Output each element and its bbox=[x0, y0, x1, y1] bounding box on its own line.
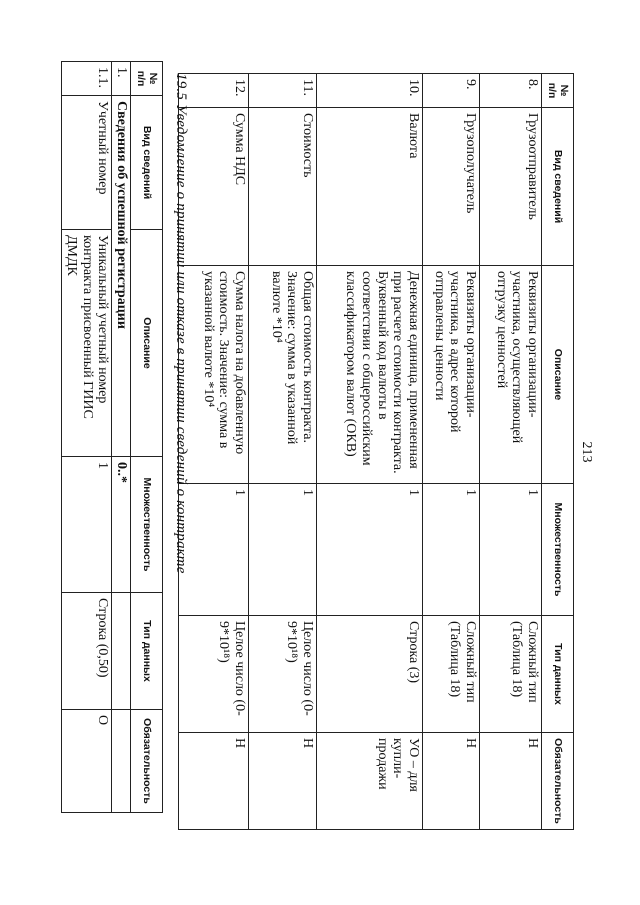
row-description: Уникальный учетный номер контракта присвоенный ГИИС ДМДК bbox=[62, 230, 112, 457]
section-caption: 19.5 Уведомление о принятии или отказе в принятии сведений о контракте bbox=[173, 73, 189, 574]
header-kind: Вид сведений bbox=[542, 108, 574, 266]
section-row bbox=[112, 62, 131, 813]
row-data-type: Сложный тип (Таблица 18) bbox=[423, 616, 480, 733]
row-data-type: Целое число (0-9*10¹⁸) bbox=[179, 616, 249, 733]
section-required bbox=[112, 710, 131, 813]
table-row bbox=[179, 74, 249, 830]
row-num: 1.1. bbox=[62, 62, 112, 96]
row-required: Н bbox=[423, 733, 480, 830]
header-num: № п/п bbox=[542, 74, 574, 108]
section-multiplicity: 0..* bbox=[112, 457, 131, 593]
row-data-type: Строка (0,50) bbox=[62, 593, 112, 710]
row-num: 12. bbox=[179, 74, 249, 108]
row-kind: Сумма НДС bbox=[179, 108, 249, 266]
row-required: Н bbox=[249, 733, 317, 830]
row-description: Денежная единица, примененная при расчете стоимости контракта. Буквенный код валюты в соответствии с общероссийским классификатором валют (ОКВ) bbox=[317, 266, 423, 484]
table-row bbox=[423, 74, 480, 830]
row-multiplicity: 1 bbox=[480, 484, 542, 616]
section-data-type bbox=[112, 593, 131, 710]
table-header-row bbox=[542, 74, 574, 830]
row-multiplicity: 1 bbox=[249, 484, 317, 616]
section-title: Сведения об успешной регистрации bbox=[112, 96, 131, 457]
row-description: Реквизиты организации-участника, в адрес которой отправлены ценности bbox=[423, 266, 480, 484]
row-kind: Стоимость bbox=[249, 108, 317, 266]
row-data-type: Целое число (0-9*10¹⁸) bbox=[249, 616, 317, 733]
header-multiplicity: Множественность bbox=[542, 484, 574, 616]
header-num: № п/п bbox=[131, 62, 163, 96]
table-row bbox=[62, 62, 112, 813]
row-kind: Учетный номер bbox=[62, 96, 112, 230]
row-kind: Валюта bbox=[317, 108, 423, 266]
row-required: Н bbox=[179, 733, 249, 830]
section-num: 1. bbox=[112, 62, 131, 96]
row-required: УО – для купли-продажи bbox=[317, 733, 423, 830]
row-data-type: Сложный тип (Таблица 18) bbox=[480, 616, 542, 733]
header-data-type: Тип данных bbox=[131, 593, 163, 710]
row-description: Реквизиты организации-участника, осуществляющей отгрузку ценностей bbox=[480, 266, 542, 484]
row-kind: Грузоотправитель bbox=[480, 108, 542, 266]
row-multiplicity: 1 bbox=[62, 457, 112, 593]
notification-table bbox=[61, 61, 163, 813]
row-num: 10. bbox=[317, 74, 423, 108]
table-row bbox=[249, 74, 317, 830]
row-num: 9. bbox=[423, 74, 480, 108]
fields-table-continued bbox=[178, 73, 574, 830]
row-num: 8. bbox=[480, 74, 542, 108]
row-data-type: Строка (3) bbox=[317, 616, 423, 733]
row-multiplicity: 1 bbox=[423, 484, 480, 616]
row-multiplicity: 1 bbox=[179, 484, 249, 616]
page-number: 213 bbox=[579, 441, 594, 463]
header-required: Обязательность bbox=[542, 733, 574, 830]
header-description: Описание bbox=[542, 266, 574, 484]
row-multiplicity: 1 bbox=[317, 484, 423, 616]
table-header-row bbox=[131, 62, 163, 813]
row-kind: Грузополучатель bbox=[423, 108, 480, 266]
row-required: О bbox=[62, 710, 112, 813]
table-row bbox=[480, 74, 542, 830]
header-data-type: Тип данных bbox=[542, 616, 574, 733]
header-required: Обязательность bbox=[131, 710, 163, 813]
header-kind: Вид сведений bbox=[131, 96, 163, 230]
header-description: Описание bbox=[131, 230, 163, 457]
row-description: Сумма налога на добавленную стоимость. Значение: сумма в указанной валюте *10⁴ bbox=[179, 266, 249, 484]
table-row bbox=[317, 74, 423, 830]
header-multiplicity: Множественность bbox=[131, 457, 163, 593]
row-description: Общая стоимость контракта. Значение: сумма в указанной валюте *10⁴ bbox=[249, 266, 317, 484]
row-required: Н bbox=[480, 733, 542, 830]
row-num: 11. bbox=[249, 74, 317, 108]
